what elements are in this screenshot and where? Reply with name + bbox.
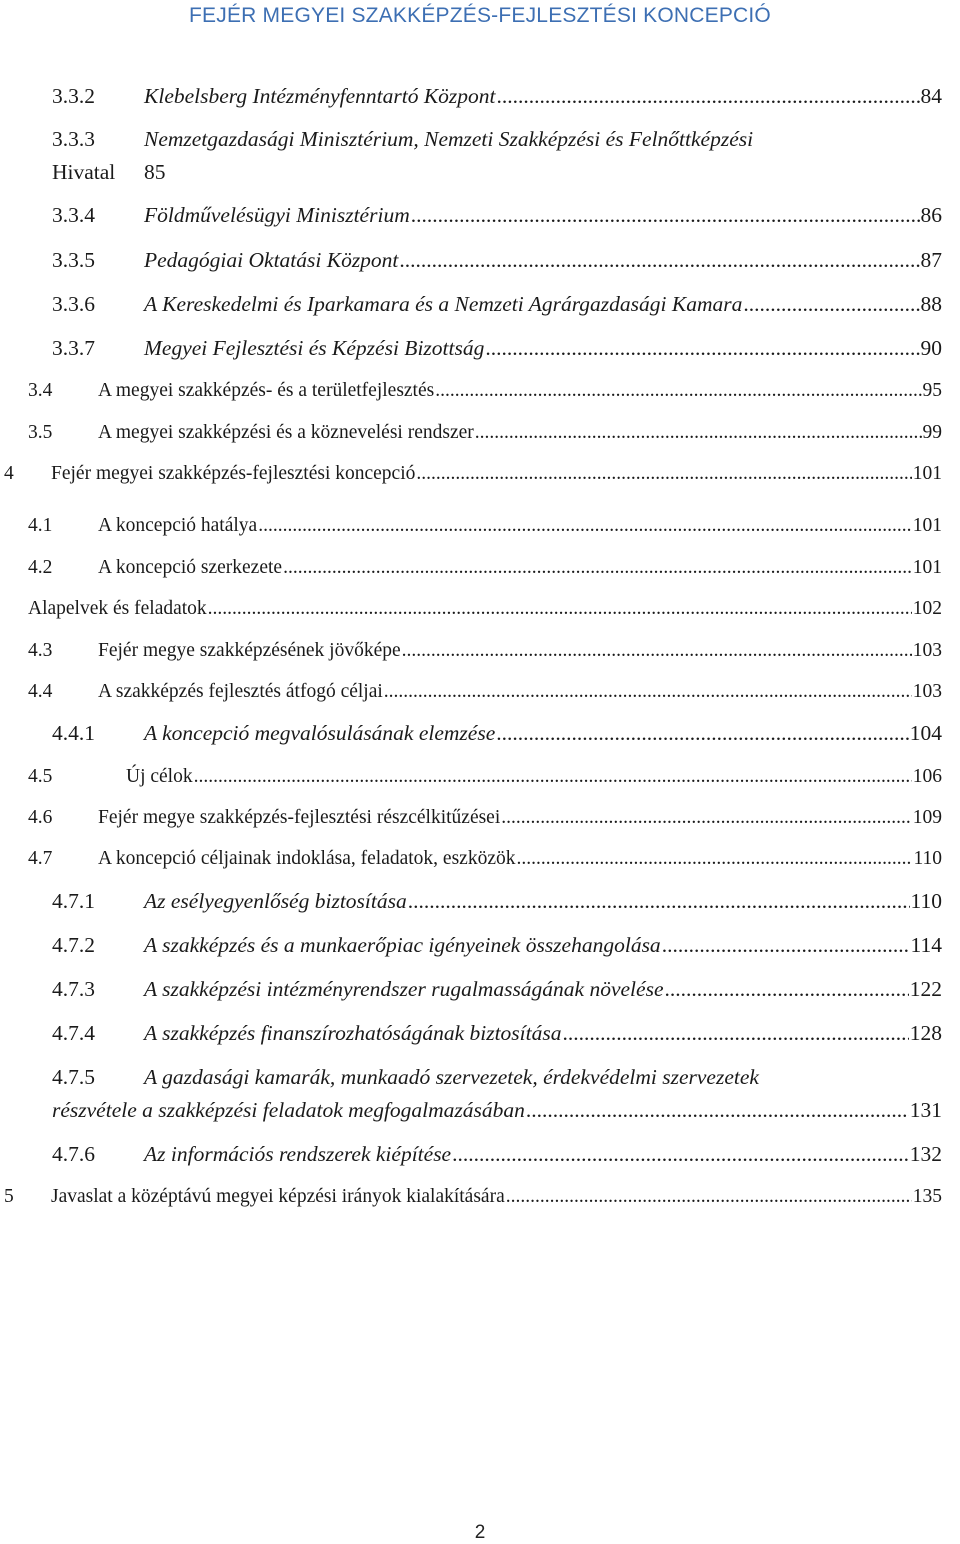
toc-number: 4.1: [28, 515, 53, 536]
toc-leader: [194, 765, 912, 789]
toc-number: 3.3.7: [52, 336, 95, 360]
toc-leader: [416, 462, 911, 486]
toc-entry[interactable]: [52, 977, 942, 1001]
toc-number: 3.4: [28, 380, 53, 401]
toc-leader: [411, 203, 920, 227]
toc-leader: [501, 806, 911, 830]
toc-number: 4.7: [28, 848, 53, 869]
toc-leader: [497, 84, 920, 108]
toc-entry[interactable]: [28, 680, 942, 704]
toc-title: A koncepció hatálya: [98, 515, 258, 536]
toc-title: Nemzetgazdasági Minisztérium, Nemzeti Szakképzési és Felnőttképzési: [144, 127, 754, 151]
toc-page: 88: [920, 292, 942, 316]
toc-leader: [452, 1142, 909, 1166]
toc-title: Pedagógiai Oktatási Központ: [144, 248, 399, 272]
toc-leader: [435, 379, 921, 403]
toc-page: 131: [909, 1098, 942, 1122]
toc-entry[interactable]: [52, 1142, 942, 1166]
toc-entry[interactable]: [52, 127, 942, 151]
toc-number: 4.7.1: [52, 889, 95, 913]
toc-number: 4.4.1: [52, 721, 95, 745]
toc-page: 102: [912, 598, 942, 619]
toc-number: 3.5: [28, 422, 53, 443]
toc-leader: [516, 847, 912, 871]
toc-leader: [496, 721, 908, 745]
toc-leader: [475, 421, 922, 445]
toc-leader: [665, 977, 909, 1001]
toc-title: Földművelésügyi Minisztérium: [144, 203, 410, 227]
toc-page: 128: [909, 1021, 942, 1045]
toc-entry[interactable]: [52, 203, 942, 227]
toc-entry[interactable]: [4, 1185, 942, 1209]
toc-page: 122: [909, 977, 942, 1001]
toc-title: Az esélyegyenlőség biztosítása: [144, 889, 407, 913]
toc-entry-continuation[interactable]: [52, 160, 166, 184]
toc-entry[interactable]: [4, 462, 942, 486]
toc-leader: [384, 680, 912, 704]
toc-page: 101: [912, 463, 942, 484]
toc-entry[interactable]: [52, 336, 942, 360]
toc-title: A koncepció szerkezete: [98, 557, 283, 578]
toc-title: Fejér megyei szakképzés-fejlesztési koncepció: [51, 463, 416, 484]
toc-page: 110: [910, 889, 942, 913]
toc-title: A koncepció céljainak indoklása, feladatok, eszközök: [98, 848, 516, 869]
toc-title: Megyei Fejlesztési és Képzési Bizottság: [144, 336, 485, 360]
toc-title: A szakképzés fejlesztés átfogó céljai: [98, 681, 383, 702]
toc-entry[interactable]: [28, 765, 942, 789]
toc-title: Új célok: [126, 766, 193, 787]
toc-number: 4.7.3: [52, 977, 95, 1001]
page-number: 2: [474, 1522, 486, 1543]
toc-title: Klebelsberg Intézményfenntartó Központ: [144, 84, 496, 108]
toc-entry[interactable]: [52, 292, 942, 316]
toc-number: 3.3.4: [52, 203, 95, 227]
toc-page: 85: [144, 160, 166, 184]
toc-title: A szakképzési intézményrendszer rugalmasságának növelése: [144, 977, 664, 1001]
toc-page: 103: [912, 681, 942, 702]
toc-number: 4.6: [28, 807, 53, 828]
toc-number: 4.2: [28, 557, 53, 578]
toc-page: 110: [913, 848, 942, 869]
toc-number: 4.5: [28, 766, 53, 787]
toc-entry[interactable]: [28, 379, 942, 403]
toc-number: 3.3.2: [52, 84, 95, 108]
toc-entry[interactable]: [28, 806, 942, 830]
toc-leader: [662, 933, 910, 957]
toc-entry[interactable]: [52, 889, 942, 913]
toc-entry[interactable]: [28, 639, 942, 663]
toc-title-continuation: Hivatal: [52, 160, 116, 184]
toc-number: 4.4: [28, 681, 53, 702]
toc-page: 106: [912, 766, 942, 787]
toc-number: 5: [4, 1186, 14, 1207]
toc-page: 103: [912, 640, 942, 661]
toc-title: Fejér megye szakképzésének jövőképe: [98, 640, 401, 661]
toc-page: 87: [920, 248, 942, 272]
toc-entry[interactable]: [52, 84, 942, 108]
toc-number: 3.3.6: [52, 292, 95, 316]
toc-number: 4.7.5: [52, 1065, 95, 1089]
toc-page: 101: [912, 515, 942, 536]
toc-entry[interactable]: [52, 1021, 942, 1045]
toc-page: 109: [912, 807, 942, 828]
toc-number: 3.3.3: [52, 127, 95, 151]
toc-entry-continuation[interactable]: [52, 1098, 942, 1122]
toc-title: A koncepció megvalósulásának elemzése: [144, 721, 496, 745]
toc-title: Az információs rendszerek kiépítése: [144, 1142, 452, 1166]
toc-entry[interactable]: [52, 933, 942, 957]
toc-entry[interactable]: [52, 248, 942, 272]
toc-title: A Kereskedelmi és Iparkamara és a Nemzeti Agrárgazdasági Kamara: [144, 292, 743, 316]
toc-page: 101: [912, 557, 942, 578]
toc-entry[interactable]: [28, 514, 942, 538]
toc-leader: [562, 1021, 908, 1045]
toc-page: 114: [910, 933, 942, 957]
toc-title: A szakképzés és a munkaerőpiac igényeinek összehangolása: [144, 933, 661, 957]
toc-page: 90: [920, 336, 942, 360]
toc-page: 99: [922, 422, 942, 443]
toc-page: 104: [909, 721, 942, 745]
toc-page: 84: [920, 84, 942, 108]
toc-title: A megyei szakképzési és a köznevelési rendszer: [98, 422, 474, 443]
toc-entry[interactable]: [28, 421, 942, 445]
toc-page: 132: [909, 1142, 942, 1166]
toc-title: Alapelvek és feladatok: [28, 598, 207, 619]
toc-leader: [743, 292, 919, 316]
toc-number: 4.7.6: [52, 1142, 95, 1166]
toc-title: A szakképzés finanszírozhatóságának biztosítása: [144, 1021, 562, 1045]
toc-title: A gazdasági kamarák, munkaadó szervezetek, érdekvédelmi szervezetek: [144, 1065, 759, 1089]
toc-leader: [283, 556, 912, 580]
toc-page: 95: [922, 380, 942, 401]
toc-leader: [526, 1098, 909, 1122]
toc-leader: [402, 639, 912, 663]
toc-page: 135: [912, 1186, 942, 1207]
running-header: FEJÉR MEGYEI SZAKKÉPZÉS-FEJLESZTÉSI KONCEPCIÓ: [189, 4, 771, 27]
toc-entry[interactable]: [28, 556, 942, 580]
toc-number: 4: [4, 463, 14, 484]
toc-number: 4.3: [28, 640, 53, 661]
toc-page: 86: [920, 203, 942, 227]
toc-leader: [258, 514, 912, 538]
toc-entry[interactable]: [52, 1065, 942, 1089]
toc-title: A megyei szakképzés- és a területfejlesztés: [98, 380, 435, 401]
toc-number: 4.7.2: [52, 933, 95, 957]
toc-title-continuation: részvétele a szakképzési feladatok megfogalmazásában: [52, 1098, 525, 1122]
toc-entry[interactable]: [28, 597, 942, 621]
toc-leader: [485, 336, 919, 360]
toc-number: 4.7.4: [52, 1021, 95, 1045]
toc-title: Fejér megye szakképzés-fejlesztési részcélkitűzései: [98, 807, 501, 828]
toc-entry[interactable]: [28, 847, 942, 871]
toc-leader: [506, 1185, 912, 1209]
toc-leader: [399, 248, 919, 272]
toc-leader: [208, 597, 912, 621]
toc-title: Javaslat a középtávú megyei képzési irányok kialakítására: [51, 1186, 505, 1207]
toc-number: 3.3.5: [52, 248, 95, 272]
toc-leader: [408, 889, 910, 913]
toc-entry[interactable]: [52, 721, 942, 745]
